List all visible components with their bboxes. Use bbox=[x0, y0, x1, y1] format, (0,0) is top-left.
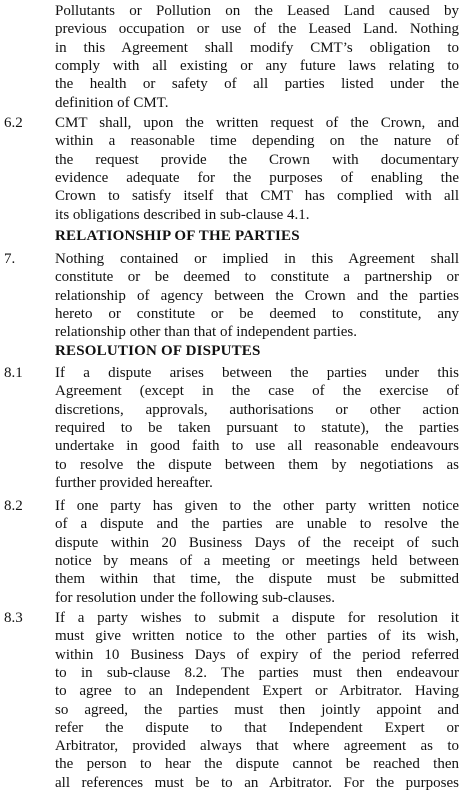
text-line: definition of CMT. bbox=[55, 94, 169, 111]
clause-number: 8.1 bbox=[4, 365, 23, 381]
text-line: required to be taken pursuant to statute), the parties bbox=[55, 419, 459, 436]
text-line: the health or safety of all parties listed under the bbox=[55, 76, 459, 93]
text-line: its obligations described in sub-clause 4.1. bbox=[55, 206, 310, 223]
text-line: notice by means of a meeting or meetings held between bbox=[55, 552, 459, 569]
text-line: undertake in good faith to use all reasonable endeavours bbox=[55, 438, 459, 455]
section-heading-disputes: RESOLUTION OF DISPUTES bbox=[55, 343, 261, 359]
text-line: to resolve the dispute between them by negotiations as bbox=[55, 456, 459, 473]
text-line: If a party wishes to submit a dispute for resolution it bbox=[55, 610, 459, 626]
text-line: all references must be to an Arbitrator. For the purposes bbox=[55, 774, 459, 791]
text-line: hereto or constitute or be deemed to constitute, any bbox=[55, 305, 459, 322]
text-line: for resolution under the following sub-clauses. bbox=[55, 589, 335, 606]
clause-number: 8.2 bbox=[4, 498, 23, 514]
text-line: the request provide the Crown with documentary bbox=[55, 151, 459, 168]
text-line: Crown to satisfy itself that CMT has complied with all bbox=[55, 188, 459, 205]
text-line: evidence adequate for the purposes of enabling the bbox=[55, 169, 459, 186]
text-line: constitute or be deemed to constitute a partnership or bbox=[55, 269, 459, 286]
text-line: Agreement (except in the case of the exercise of bbox=[55, 383, 459, 400]
text-line: within a reasonable time depending on the nature of bbox=[55, 133, 459, 150]
text-line: the person to hear the dispute cannot be reached then bbox=[55, 756, 459, 773]
section-heading-relationship: RELATIONSHIP OF THE PARTIES bbox=[55, 228, 300, 244]
text-line: to agree to an Independent Expert or Arbitrator. Having bbox=[55, 683, 459, 700]
clause-number: 7. bbox=[4, 251, 16, 267]
text-line: refer the dispute to that Independent Expert or bbox=[55, 719, 459, 736]
text-line: of a dispute and the parties are unable to resolve the bbox=[55, 516, 459, 533]
text-line: must give written notice to the other parties of its wish, bbox=[55, 628, 459, 645]
text-line: comply with all existing or any future laws relating to bbox=[55, 57, 459, 74]
text-line: relationship of agency between the Crown and the parties bbox=[55, 287, 459, 304]
text-line: If one party has given to the other party written notice bbox=[55, 498, 459, 514]
text-line: Arbitrator, provided always that where agreement as to bbox=[55, 738, 459, 755]
clause-number: 8.3 bbox=[4, 610, 23, 626]
text-line: Pollutants or Pollution on the Leased Land caused by bbox=[55, 3, 459, 19]
text-line: discretions, approvals, authorisations or other action bbox=[55, 401, 459, 418]
text-line: previous occupation or use of the Leased Land. Nothing bbox=[55, 21, 459, 38]
text-line: relationship other than that of independent parties. bbox=[55, 324, 357, 341]
clause-number: 6.2 bbox=[4, 115, 23, 131]
text-line: to in sub-clause 8.2. The parties must then endeavour bbox=[55, 664, 459, 681]
text-line: them within that time, the dispute must be submitted bbox=[55, 571, 459, 588]
text-line: within 10 Business Days of expiry of the period referred bbox=[55, 646, 459, 663]
text-line: further provided hereafter. bbox=[55, 474, 213, 491]
text-line: in this Agreement shall modify CMT’s obligation to bbox=[55, 39, 459, 56]
text-line: If a dispute arises between the parties under this bbox=[55, 365, 459, 381]
text-line: dispute within 20 Business Days of the receipt of such bbox=[55, 534, 459, 551]
text-line: CMT shall, upon the written request of the Crown, and bbox=[55, 115, 459, 131]
text-line: so agreed, the parties must then jointly appoint and bbox=[55, 701, 459, 718]
text-line: Nothing contained or implied in this Agreement shall bbox=[55, 251, 459, 267]
